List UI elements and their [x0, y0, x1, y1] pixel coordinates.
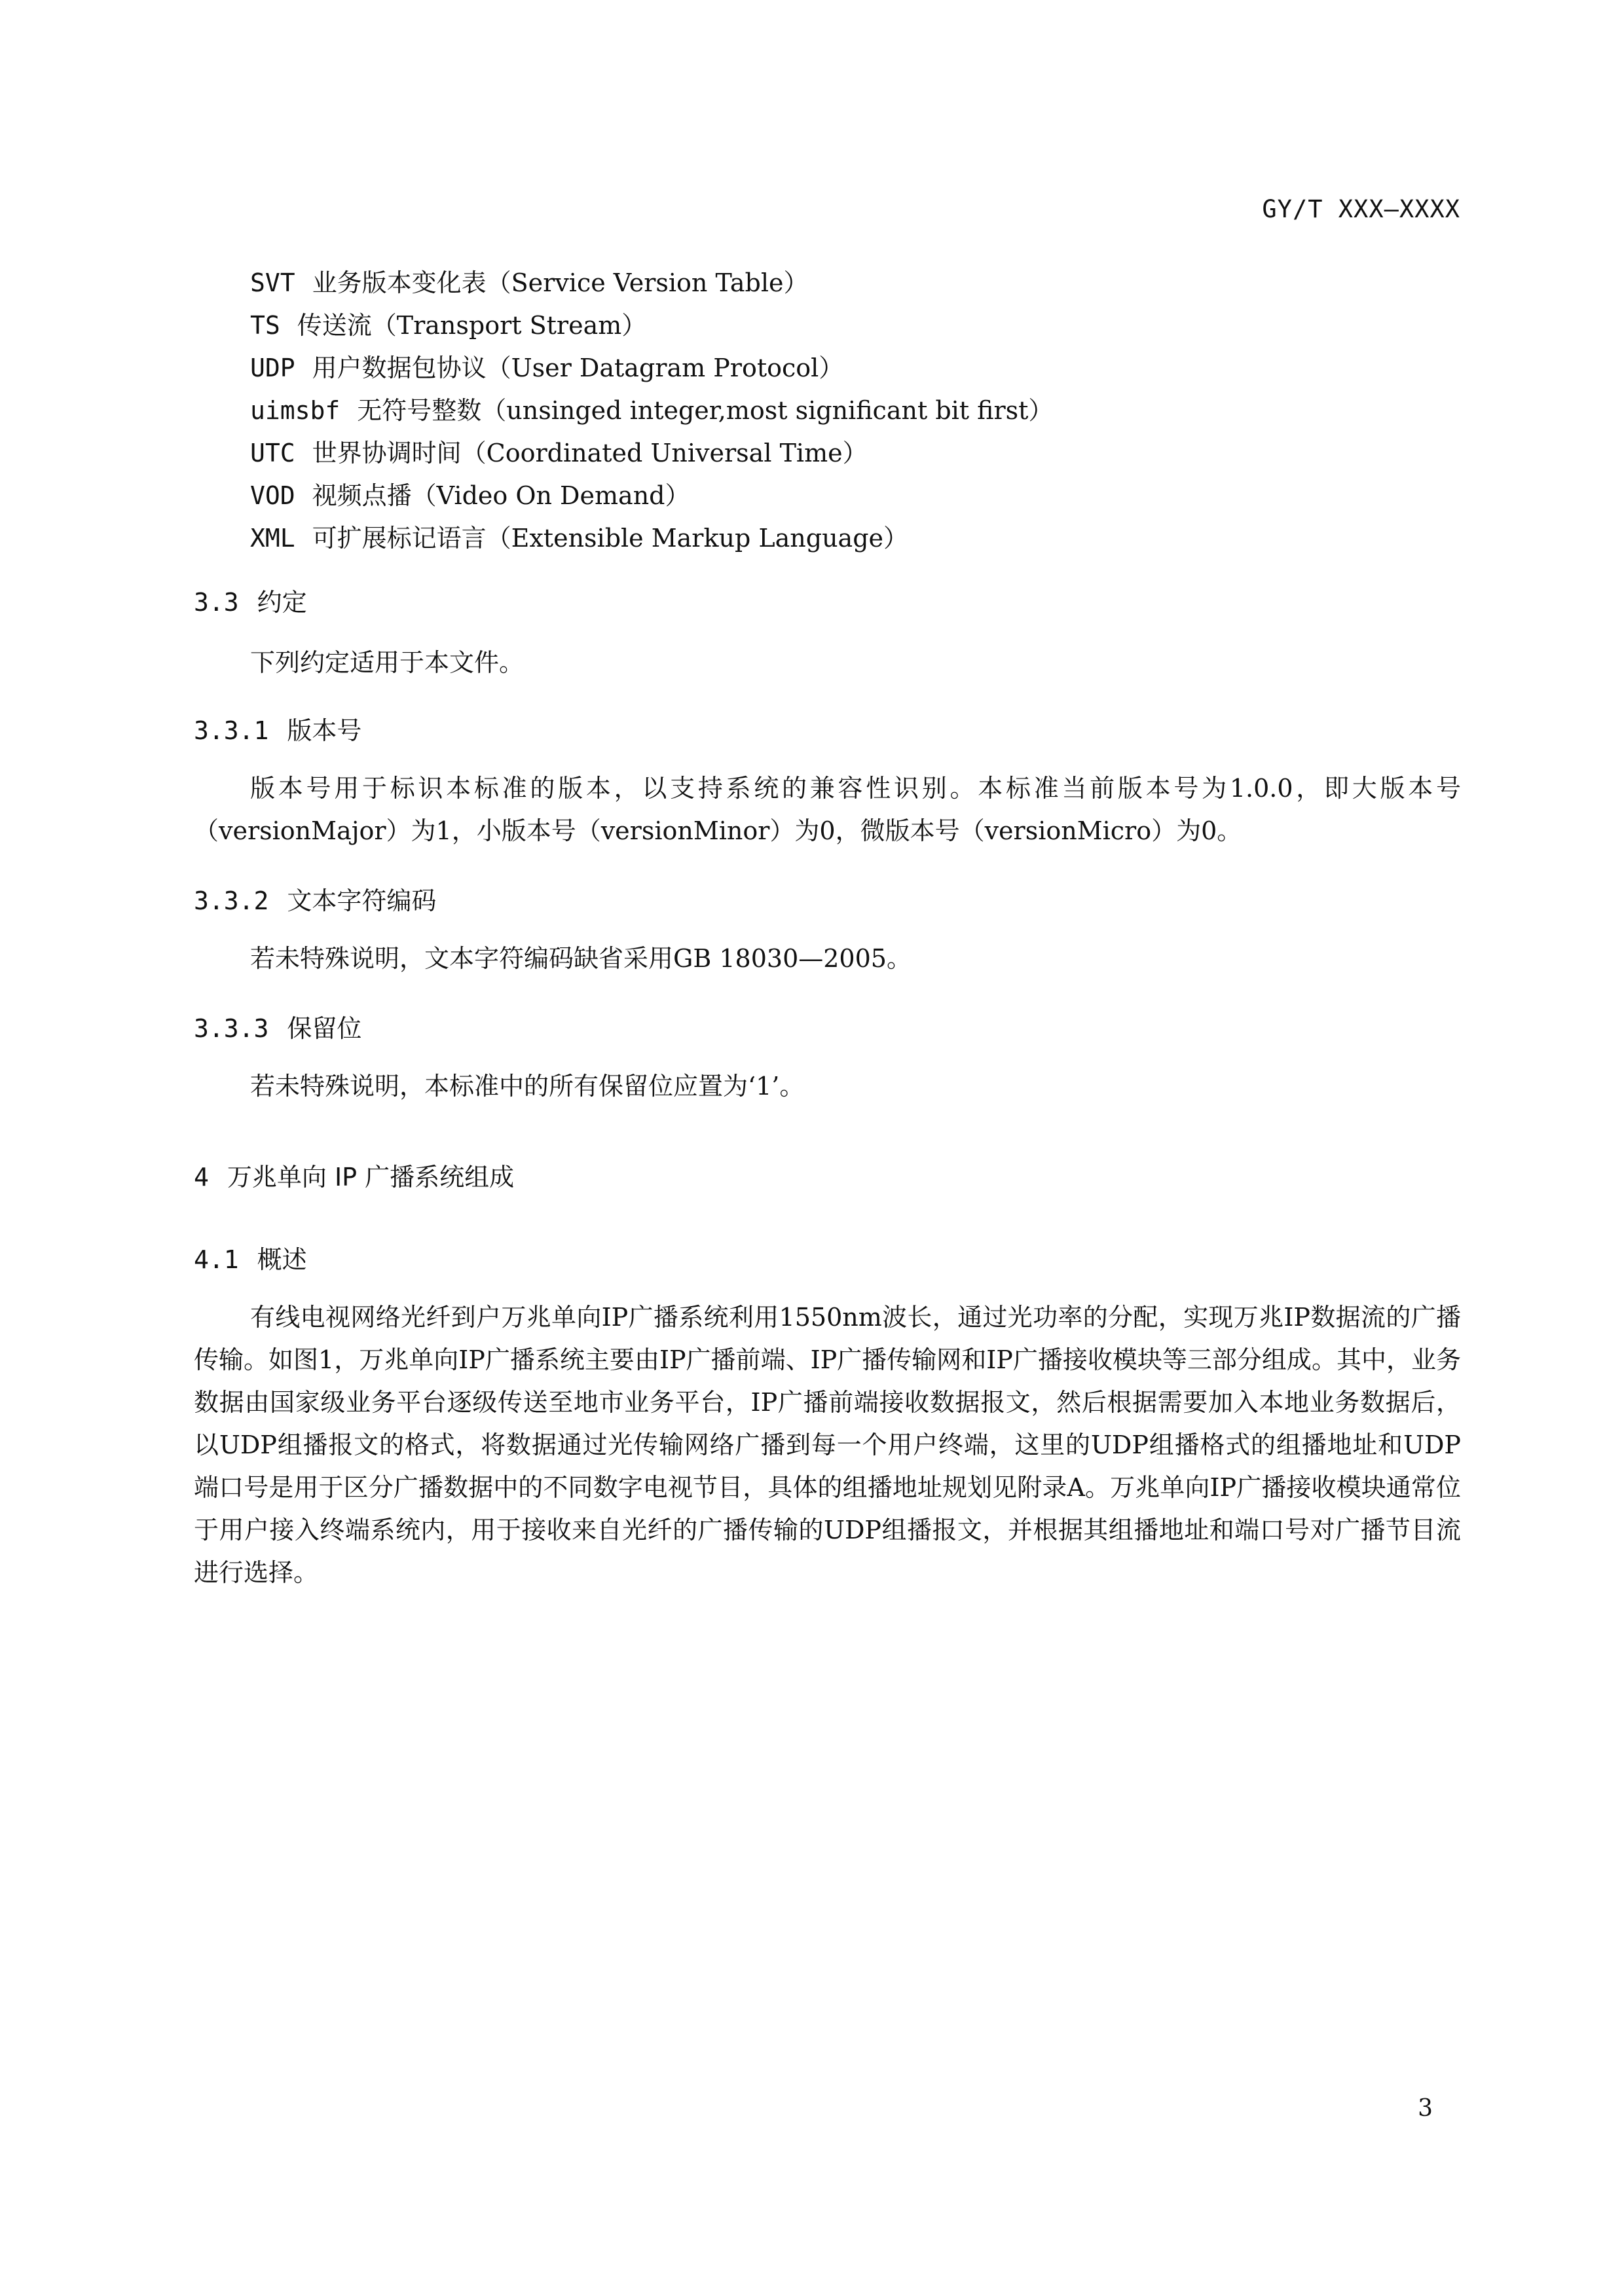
section-3-3-3-heading [194, 1008, 1461, 1044]
section-4-1-heading [194, 1239, 1461, 1275]
abbreviation-text: 可扩展标记语言（Extensible Markup Language） [312, 524, 909, 553]
abbreviation-text: 视频点播（Video On Demand） [312, 481, 690, 510]
section-title: 文本字符编码 [287, 886, 437, 915]
paragraph: 版本号用于标识本标准的版本，以支持系统的兼容性识别。本标准当前版本号为1.0.0，即大版本号（versionMajor）为1，小版本号（versionMinor）为0，微版本号（versionMicro）为0。 [194, 774, 1461, 845]
paragraph: 若未特殊说明，本标准中的所有保留位应置为‘1’。 [250, 1072, 805, 1101]
section-title: 保留位 [287, 1014, 362, 1043]
abbreviation-code: TS [250, 311, 280, 340]
section-3-3-3-body [194, 1065, 1461, 1108]
abbreviation-item [250, 517, 1468, 560]
abbreviation-code: UTC [250, 439, 295, 467]
section-title: 万兆单向 IP 广播系统组成 [227, 1163, 515, 1192]
abbreviation-code: uimsbf [250, 396, 341, 425]
section-4-1-body [194, 1296, 1461, 1594]
section-3-3-body [194, 642, 1461, 684]
section-3-3-2-body [194, 938, 1461, 980]
document-code: GY/T XXX—XXXX [1262, 195, 1460, 223]
abbreviation-list [250, 262, 1468, 560]
abbreviation-item [250, 347, 1468, 390]
abbreviation-item [250, 304, 1468, 347]
abbreviation-code: XML [250, 524, 295, 553]
abbreviation-text: 业务版本变化表（Service Version Table） [312, 268, 809, 297]
section-4-heading [194, 1157, 1461, 1193]
section-number: 3.3.2 [194, 886, 269, 915]
paragraph: 有线电视网络光纤到户万兆单向IP广播系统利用1550nm波长，通过光功率的分配，实现万兆IP数据流的广播传输。如图1，万兆单向IP广播系统主要由IP广播前端、IP广播传输网和IP广播接收模块等三部分组成。其中，业务数据由国家级业务平台逐级传送至地市业务平台，IP广播前端接收数据报文，然后根据需要加入本地业务数据后，以UDP组播报文的格式，将数据通过光传输网络广播到每一个用户终端，这里的UDP组播格式的组播地址和UDP端口号是用于区分广播数据中的不同数字电视节目，具体的组播地址规划见附录A。万兆单向IP广播接收模块通常位于用户接入终端系统内，用于接收来自光纤的广播传输的UDP组播报文，并根据其组播地址和端口号对广播节目流进行选择。 [194, 1303, 1461, 1587]
section-number: 3.3.1 [194, 716, 269, 745]
abbreviation-code: UDP [250, 354, 295, 382]
section-3-3-1-body [194, 767, 1461, 852]
section-3-3-1-heading [194, 710, 1461, 746]
section-number: 4.1 [194, 1245, 239, 1274]
abbreviation-item [250, 390, 1468, 432]
page-number: 3 [1418, 2095, 1433, 2122]
section-title: 版本号 [287, 716, 362, 745]
abbreviation-text: 无符号整数（unsinged integer,most significant bit first） [357, 396, 1054, 425]
abbreviation-item [250, 432, 1468, 475]
abbreviation-item [250, 475, 1468, 517]
section-3-3-2-heading [194, 881, 1461, 917]
abbreviation-text: 传送流（Transport Stream） [297, 311, 647, 340]
section-title: 约定 [257, 588, 307, 617]
section-number: 4 [194, 1163, 209, 1192]
section-number: 3.3 [194, 588, 239, 617]
abbreviation-code: SVT [250, 268, 295, 297]
section-3-3-heading [194, 582, 1461, 618]
abbreviation-item [250, 262, 1468, 304]
paragraph: 下列约定适用于本文件。 [250, 648, 525, 677]
abbreviation-text: 用户数据包协议（User Datagram Protocol） [312, 354, 844, 382]
abbreviation-text: 世界协调时间（Coordinated Universal Time） [312, 439, 868, 467]
section-number: 3.3.3 [194, 1014, 269, 1043]
paragraph: 若未特殊说明，文本字符编码缺省采用GB 18030—2005。 [250, 944, 912, 973]
abbreviation-code: VOD [250, 481, 295, 510]
section-title: 概述 [257, 1245, 307, 1274]
